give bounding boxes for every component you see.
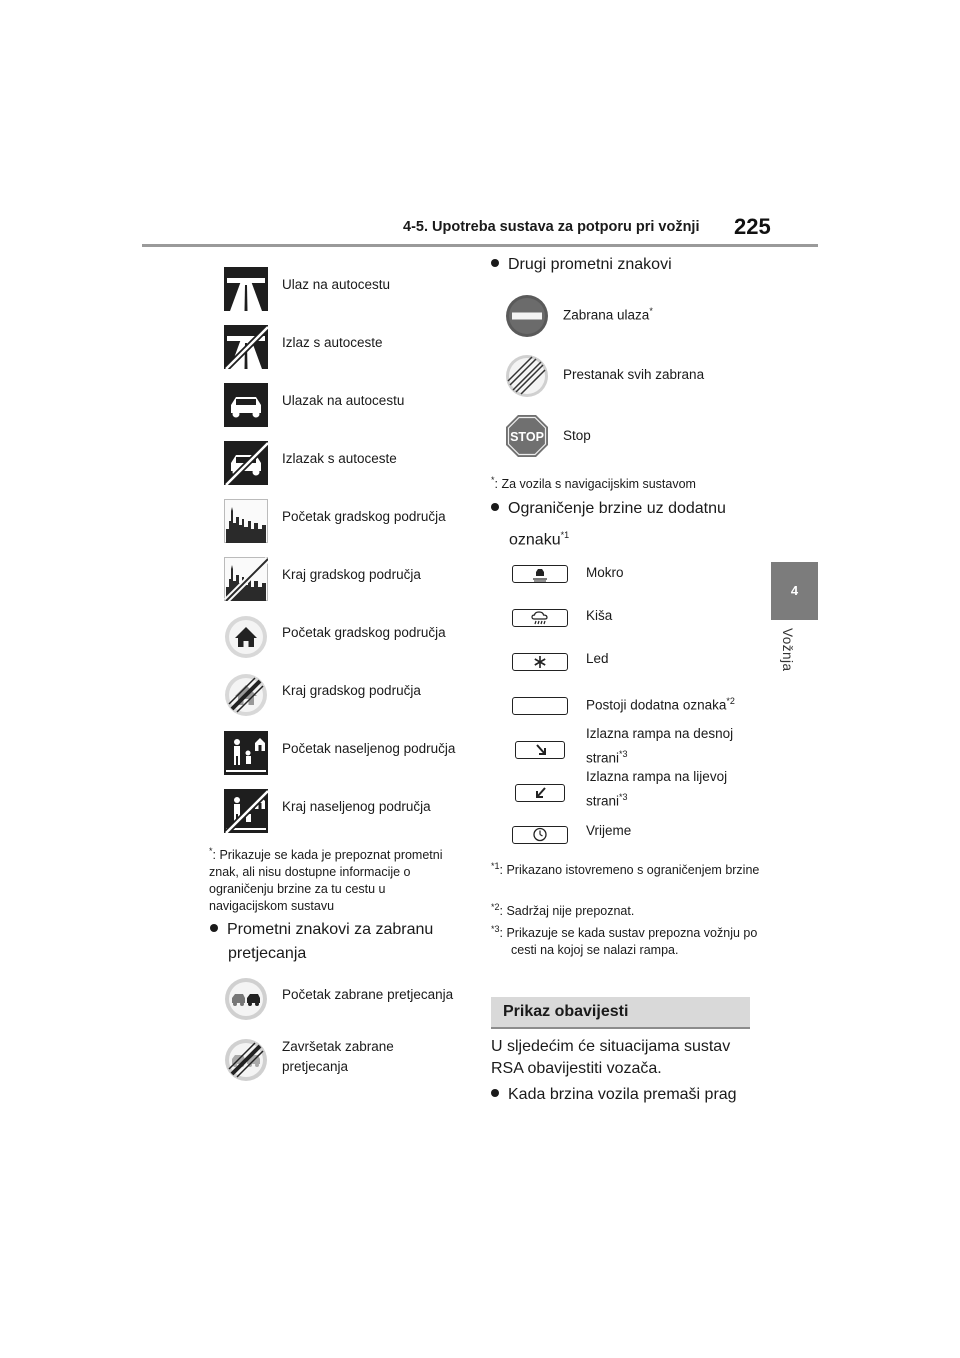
- footnote: [491, 858, 769, 879]
- footnote-marker: *1: [491, 861, 500, 871]
- bullet-dot: [491, 503, 499, 511]
- panel-label: [586, 767, 756, 812]
- sign-label: Ulaz na autocestu: [282, 277, 391, 292]
- panel-label-text: Izlazna rampa na desnoj strani: [586, 726, 734, 766]
- footnote-marker: *3: [619, 792, 628, 802]
- expressway-exit-icon: [224, 441, 268, 485]
- footnote: [209, 843, 467, 915]
- sign-label: Kraj naseljenog područja: [282, 799, 431, 814]
- stop-sign-text: STOP: [510, 430, 544, 444]
- bullet-text: Prometni znakovi za zabranu pretjecanja: [227, 921, 434, 962]
- footnote-text: : Za vozila s navigacijskim sustavom: [494, 477, 696, 492]
- header-divider: [142, 244, 818, 247]
- residential-end-icon: [224, 789, 268, 833]
- page-number: 225: [734, 214, 771, 239]
- footnote-marker: *2: [726, 696, 735, 706]
- footnote: [491, 472, 696, 493]
- bullet-dot: [491, 259, 499, 267]
- footnote-text: : Prikazuje se kada je prepoznat prometni znak, ali nisu dostupne informacije o ograničenju brzine za tu cestu u navigacijskom sustavu: [209, 848, 443, 914]
- sign-label: Početak gradskog područja: [282, 625, 446, 640]
- section-heading-text: Prikaz obavijesti: [503, 1003, 629, 1020]
- chapter-tab: 4: [771, 562, 818, 620]
- panel-label-text: Postoji dodatna oznaka: [586, 697, 727, 713]
- footnote-text: : Prikazano istovremeno s ograničenjem brzine: [499, 863, 760, 878]
- panel-label: [586, 724, 756, 769]
- bullet-text: Kada brzina vozila premaši prag: [508, 1086, 737, 1103]
- sign-label: Izlazak s autoceste: [282, 451, 397, 466]
- rain-icon: [512, 609, 568, 627]
- body-paragraph: U sljedećim će situacijama sustav RSA obavijestiti vozača.: [491, 1038, 731, 1077]
- sign-label: Početak naseljenog područja: [282, 741, 456, 756]
- snowflake-icon: [512, 653, 568, 671]
- no-entry-icon: [505, 294, 549, 338]
- sign-label: Početak gradskog područja: [282, 509, 446, 524]
- no-overtaking-start-icon: [224, 977, 268, 1021]
- sign-label: [563, 306, 653, 323]
- sign-label: Stop: [563, 428, 591, 443]
- section-bullet-heading: [491, 253, 672, 277]
- section-heading-underline: [491, 1027, 750, 1029]
- footnote-marker: *: [209, 846, 213, 856]
- sign-label: Kraj gradskog područja: [282, 683, 421, 698]
- arrow-down-left-icon: [515, 784, 565, 802]
- clock-icon: [512, 826, 568, 844]
- panel-label-text: Izlazna rampa na lijevoj strani: [586, 769, 728, 809]
- panel-label: Vrijeme: [586, 823, 632, 838]
- footnote-marker: *2: [491, 902, 500, 912]
- panel-label: Led: [586, 651, 609, 666]
- wet-road-icon: [512, 565, 568, 583]
- sign-label-text: Zabrana ulaza: [563, 307, 650, 323]
- sign-label: Kraj gradskog područja: [282, 567, 421, 582]
- sign-label: Prestanak svih zabrana: [563, 367, 705, 382]
- end-all-restrictions-icon: [505, 354, 549, 398]
- built-up-end-icon: [224, 673, 268, 717]
- expressway-entry-icon: [224, 383, 268, 427]
- residential-start-icon: [224, 731, 268, 775]
- bullet-text: Drugi prometni znakovi: [508, 256, 672, 273]
- panel-label: [586, 696, 735, 713]
- footnote-marker: *1: [560, 530, 570, 540]
- city-end-icon: [224, 557, 268, 601]
- bullet-text: Ograničenje brzine uz dodatnu oznaku: [508, 500, 726, 549]
- section-bullet-heading: [210, 918, 488, 966]
- footnote-marker: *: [491, 475, 495, 485]
- bullet-dot: [491, 1089, 499, 1097]
- footnote: [491, 921, 769, 959]
- no-overtaking-end-icon: [224, 1038, 268, 1082]
- arrow-down-right-icon: [515, 741, 565, 759]
- section-bullet-heading: [491, 495, 764, 553]
- sign-label: Izlaz s autoceste: [282, 335, 383, 350]
- sign-label: Završetak zabrane pretjecanja: [282, 1039, 394, 1074]
- footnote-text: : Prikazuje se kada sustav prepozna vožnju po cesti na kojoj se nalazi rampa.: [499, 926, 758, 958]
- sign-label: Ulazak na autocestu: [282, 393, 405, 408]
- sign-label: Početak zabrane pretjecanja: [282, 987, 454, 1002]
- blank-panel-icon: [512, 697, 568, 715]
- built-up-start-icon: [224, 615, 268, 659]
- footnote-text: : Sadržaj nije prepoznat.: [499, 904, 635, 919]
- footnote-marker: *: [649, 306, 653, 316]
- city-start-icon: [224, 499, 268, 543]
- section-heading: [491, 997, 750, 1029]
- panel-label: Kiša: [586, 608, 613, 623]
- footnote: [491, 899, 749, 920]
- section-bullet: [491, 1083, 737, 1107]
- footnote-marker: *3: [491, 924, 500, 934]
- panel-label: Mokro: [586, 565, 624, 580]
- header-section-title: 4-5. Upotreba sustava za potporu pri vožnji: [403, 219, 700, 235]
- stop-sign-icon: [505, 414, 549, 458]
- footnote-marker: *3: [619, 749, 628, 759]
- chapter-title: Vožnja: [780, 628, 795, 672]
- bullet-dot: [210, 924, 218, 932]
- motorway-entry-icon: [224, 267, 268, 311]
- motorway-exit-icon: [224, 325, 268, 369]
